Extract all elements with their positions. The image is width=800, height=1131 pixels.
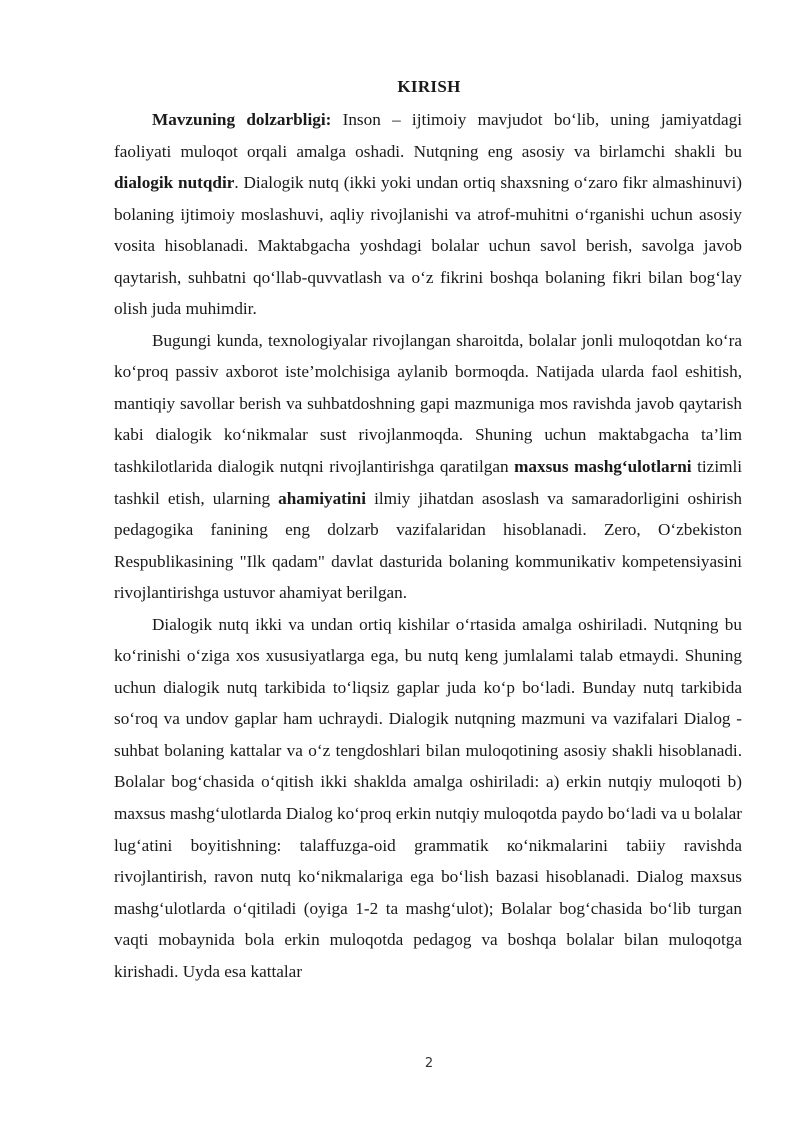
paragraph-lead-heading: Mavzuning dolzarbligi:	[152, 110, 332, 129]
page-title: KIRISH	[397, 77, 461, 96]
bold-term-maxsus-mashgulotlarni: maxsus mashg‘ulotlarni	[514, 457, 692, 477]
paragraph-dialogik-nutq	[114, 609, 742, 988]
paragraph-text: Inson – ijtimoiy mavjudot bo‘lib, uning jamiyatdagi faoliyati muloqot orqali amalga oshadi. Nutqning eng asosiy va birlamchi shakli bu	[114, 110, 742, 161]
paragraph-text: Bugungi kunda, texnologiyalar rivojlangan sharoitda, bolalar jonli muloqotdan ko‘ra ko‘proq passiv axborot iste’molchisiga aylanib bormoqda. Natijada ularda faol eshitish, mantiqiy savollar berish va suhbatdoshning gapi mazmuniga mos ravishda javob qaytarish kabi dialogik ko‘nikmalar sust rivojlanmoqda. Shuning uchun maktabgacha ta’lim tashkilotlarida dialogik nutqni rivojlantirishga qaratilgan	[114, 330, 742, 477]
page-number: 2	[424, 1056, 434, 1071]
paragraph-text: ilmiy jihatdan asoslash va samaradorligini oshirish pedagogika fanining eng dolzarb vazifalaridan hisoblanadi. Zero, O‘zbekiston Respublikasining "Ilk qadam" davlat dasturida bolaning kommunikativ kompetensiyasini rivojlantirishga ustuvor ahamiyat berilgan.	[114, 488, 742, 603]
paragraph-text: Dialogik nutq ikki va undan ortiq kishilar o‘rtasida amalga oshiriladi. Nutqning bu ko‘rinishi o‘ziga xos xususiyatlarga ega, bu nutq keng jumlalami talab etmaydi. Shuning uchun dialogik nutq tarkibida to‘liqsiz gaplar juda ko‘p bo‘ladi. Bunday nutq tarkibida so‘roq va undov gaplar ham uchraydi. Dialogik nutqning mazmuni va vazifalari Dialog - suhbat bolaning kattalar va o‘z tengdoshlari bilan muloqotining asosiy shakli hisoblanadi. Bolalar bog‘chasida o‘qitish ikki shaklda amalga oshiriladi: a) erkin nutqiy muloqoti b) maxsus mashg‘ulotlarda Dialog ko‘proq erkin nutqiy muloqotda paydo bo‘ladi va u bolalar lug‘atini boyitishning: talaffuzga-oid grammatik ко‘nikmalarini tabiiy ravishda rivojlantirish, ravon nutq ko‘nikmalariga ega bo‘lish bazasi hisoblanadi. Dialog maxsus mashg‘ulotlarda o‘qitiladi (oyiga 1-2 ta mashg‘ulot); Bolalar bog‘chasida bo‘lib turgan vaqti mobaynida bola erkin muloqotda pedagog va boshqa bolalar bilan muloqotga kirishadi. Uyda esa kattalar	[114, 614, 742, 981]
paragraph-text: . Dialogik nutq (ikki yoki undan ortiq shaxsning o‘zaro fikr almashinuvi) bolaning ijtimoiy moslashuvi, aqliy rivojlanishi va atrof-muhitni o‘rganishi uchun asosiy vosita hisoblanadi. Maktabgacha yoshdagi bolalar uchun savol berish, savolga javob qaytarish, suhbatni qo‘llab-quvvatlash va o‘z fikrini boshqa bolaning fikri bilan bog‘lay olish juda muhimdir.	[114, 173, 742, 319]
bold-term-dialogik-nutqdir: dialogik nutqdir	[114, 173, 235, 193]
paragraph-text: tizimli tashkil etish, ularning	[114, 457, 743, 508]
paragraph-today	[114, 325, 742, 609]
paragraph-relevance	[114, 104, 742, 325]
bold-term-ahamiyatini: ahamiyatini	[278, 488, 366, 508]
body-text	[114, 104, 742, 987]
